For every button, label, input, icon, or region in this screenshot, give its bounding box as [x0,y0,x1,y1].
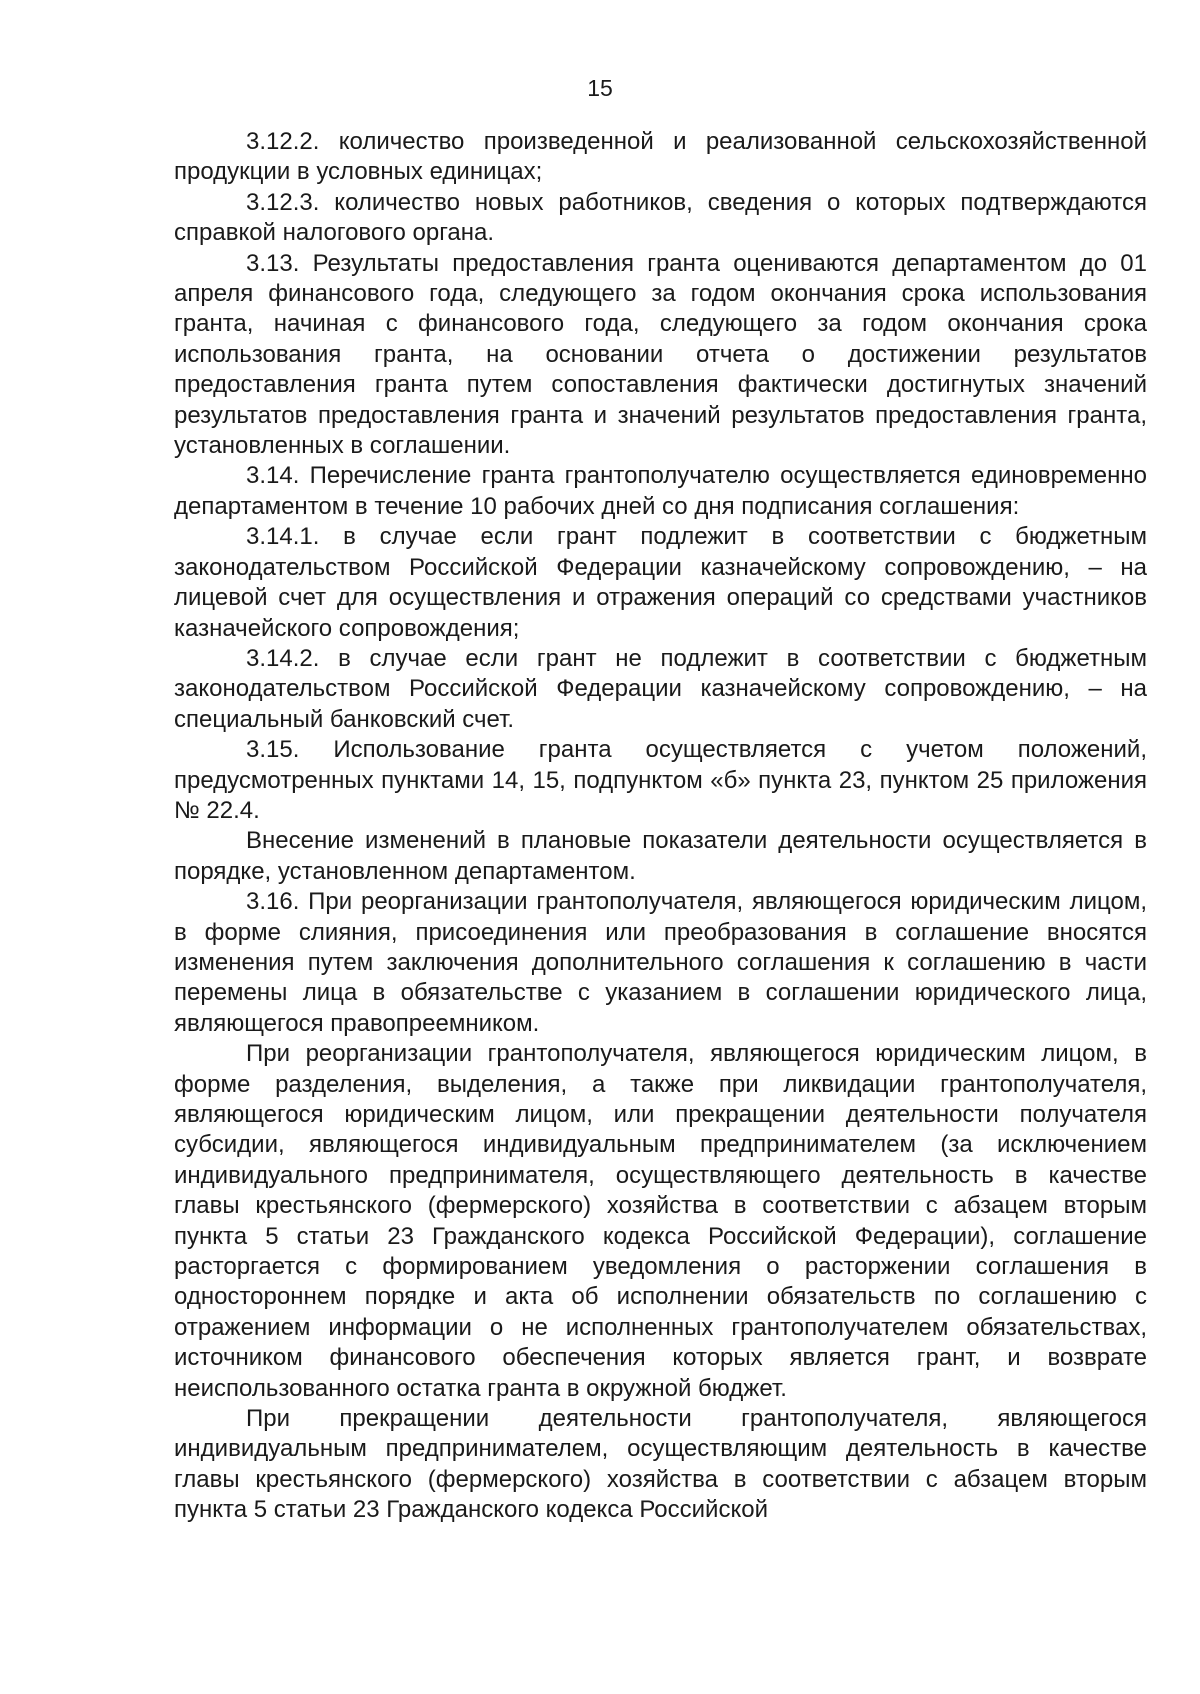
paragraph-plan-changes: Внесение изменений в плановые показатели деятельности осуществляется в порядке, установленном департаментом. [174,827,1147,885]
paragraph-termination-farm-head: При прекращении деятельности грантополучателя, являющегося индивидуальным предпринимателем, осуществляющим деятельность в качестве главы крестьянского (фермерского) хозяйства в соответствии с абзацем вторым пункта 5 статьи 23 Гражданского кодекса Российской [174,1405,1147,1524]
paragraph-3-12-2: 3.12.2. количество произведенной и реализованной сельскохозяйственной продукции в условных единицах; [174,128,1147,186]
paragraph-3-12-3: 3.12.3. количество новых работников, сведения о которых подтверждаются справкой налогового органа. [174,188,1147,247]
paragraph-3-14-1: 3.14.1. в случае если грант подлежит в соответствии с бюджетным законодательством Российской Федерации казначейскому сопровождению, – на лицевой счет для осуществления и отражения операций со средствами участников казначейского сопровождения; [174,523,1147,642]
document-body [174,127,1147,1526]
paragraph-3-16: 3.16. При реорганизации грантополучателя, являющегося юридическим лицом, в форме слияния, присоединения или преобразования в соглашение вносятся изменения путем заключения дополнительного соглашения к соглашению в части перемены лица в обязательстве с указанием в соглашении юридического лица, являющегося правопреемником. [174,888,1147,1037]
paragraph-3-15: 3.15. Использование гранта осуществляется с учетом положений, предусмотренных пунктами 14, 15, подпунктом «б» пункта 23, пунктом 25 приложения № 22.4. [174,736,1147,824]
paragraph-3-14: 3.14. Перечисление гранта грантополучателю осуществляется единовременно департаментом в течение 10 рабочих дней со дня подписания соглашения: [174,462,1147,520]
paragraph-reorganization-liquidation: При реорганизации грантополучателя, являющегося юридическим лицом, в форме разделения, выделения, а также при ликвидации грантополучателя, являющегося юридическим лицом, или прекращении деятельности получателя субсидии, являющегося индивидуальным предпринимателем (за исключением индивидуального предпринимателя, осуществляющего деятельность в качестве главы крестьянского (фермерского) хозяйства в соответствии с абзацем вторым пункта 5 статьи 23 Гражданского кодекса Российской Федерации), соглашение расторгается с формированием уведомления о расторжении соглашения в одностороннем порядке и акта об исполнении обязательств по соглашению с отражением информации о не исполненных грантополучателем обязательствах, источником финансового обеспечения которых является грант, и возврате неиспользованного остатка гранта в окружной бюджет. [174,1040,1147,1402]
paragraph-3-13: 3.13. Результаты предоставления гранта оцениваются департаментом до 01 апреля финансового года, следующего за годом окончания срока использования гранта, начиная с финансового года, следующего за годом окончания срока использования гранта, на основании отчета о достижении результатов предоставления гранта путем сопоставления фактически достигнутых значений результатов предоставления гранта и значений результатов предоставления гранта, установленных в соглашении. [174,249,1147,460]
page-number: 15 [587,75,613,101]
paragraph-3-14-2: 3.14.2. в случае если грант не подлежит в соответствии с бюджетным законодательством Российской Федерации казначейскому сопровождению, – на специальный банковский счет. [174,644,1147,733]
